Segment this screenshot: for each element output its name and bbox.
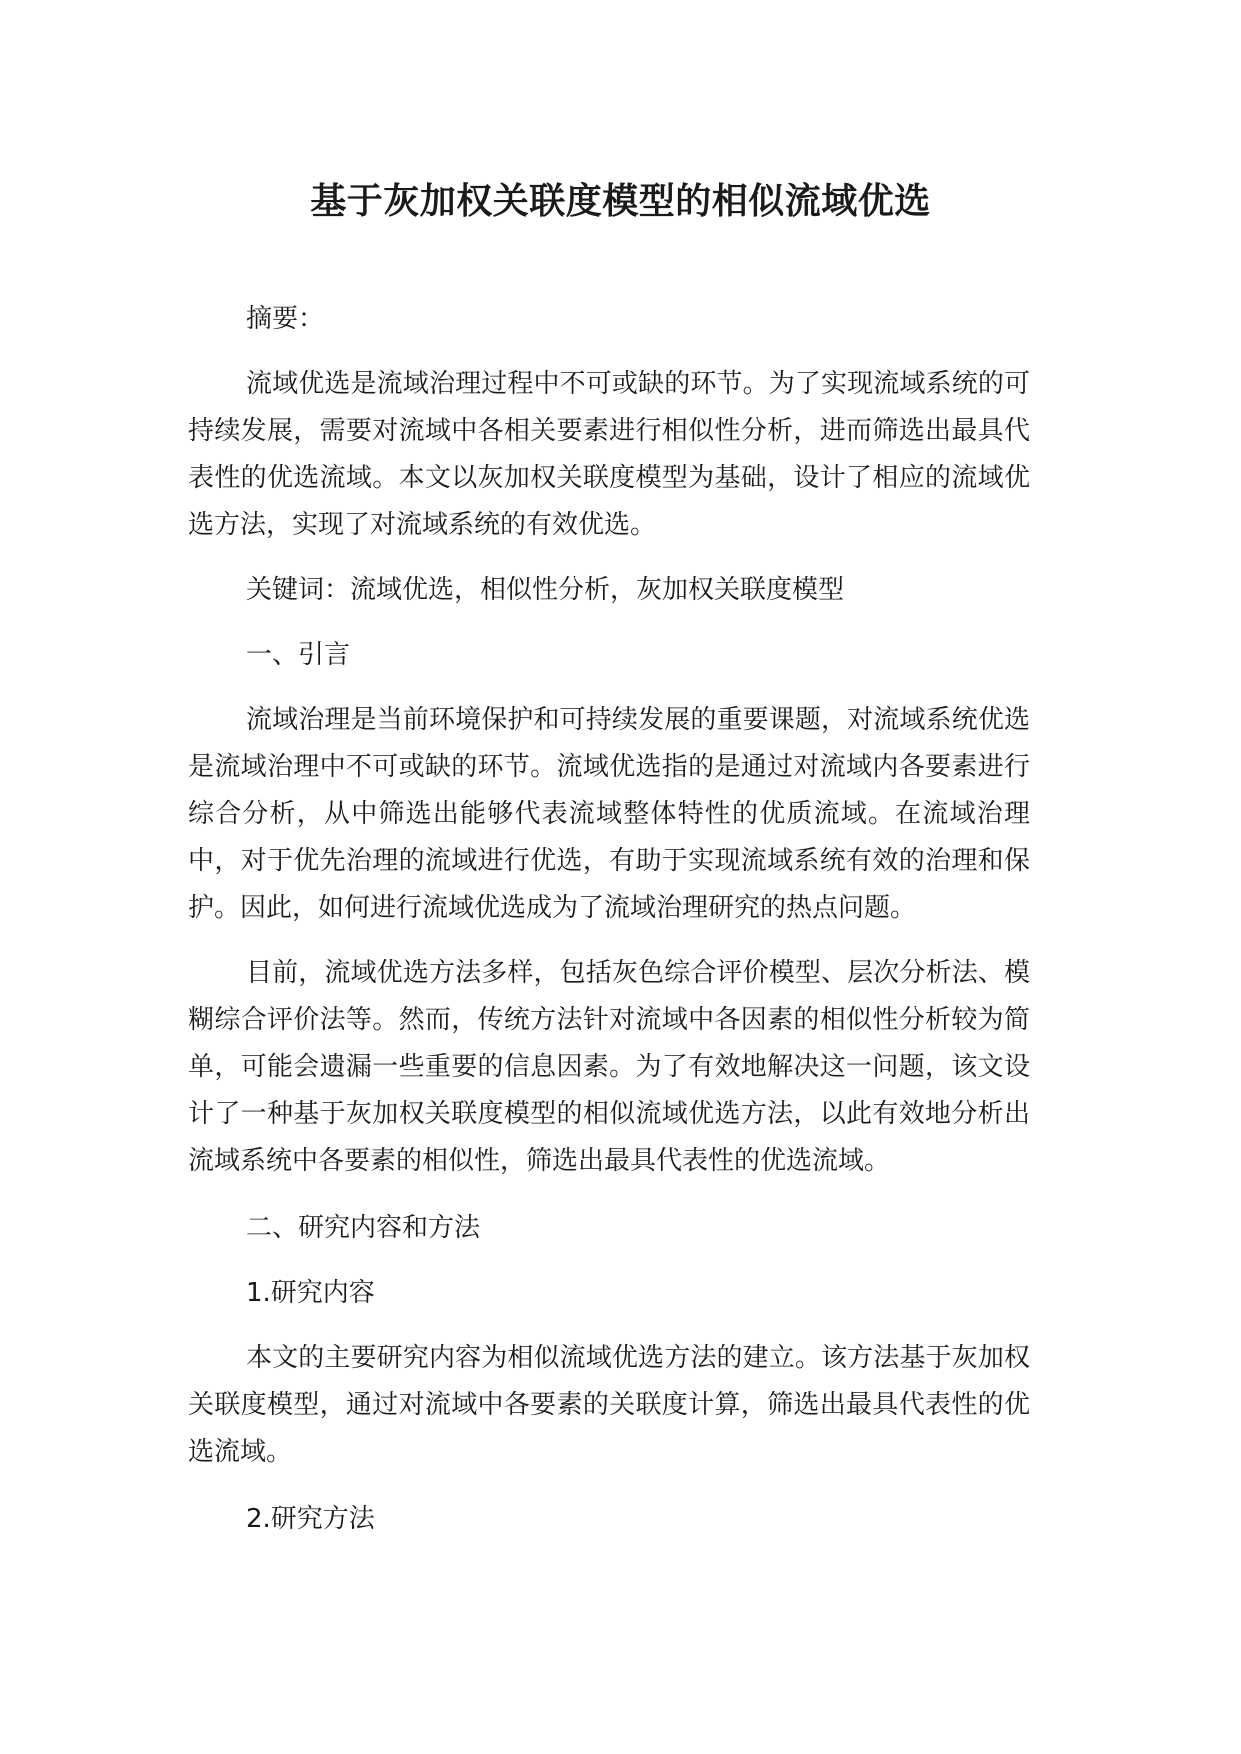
keywords: 关键词：流域优选，相似性分析，灰加权关联度模型 (246, 575, 845, 605)
subsection-heading-content: 1.研究内容 (246, 1278, 375, 1308)
section-heading-research: 二、研究内容和方法 (246, 1213, 481, 1243)
document-body (188, 296, 1030, 1561)
abstract-text: 流域优选是流域治理过程中不可或缺的环节。为了实现流域系统的可持续发展，需要对流域中各相关要素进行相似性分析，进而筛选出最具代表性的优选流域。本文以灰加权关联度模型为基础，设计了相应的流域优选方法，实现了对流域系统的有效优选。 (188, 369, 1030, 540)
research-content-paragraph: 本文的主要研究内容为相似流域优选方法的建立。该方法基于灰加权关联度模型，通过对流域中各要素的关联度计算，筛选出最具代表性的优选流域。 (188, 1343, 1030, 1467)
introduction-paragraph-1: 流域治理是当前环境保护和可持续发展的重要课题，对流域系统优选是流域治理中不可或缺的环节。流域优选指的是通过对流域内各要素进行综合分析，从中筛选出能够代表流域整体特性的优质流域。在流域治理中，对于优先治理的流域进行优选，有助于实现流域系统有效的治理和保护。因此，如何进行流域优选成为了流域治理研究的热点问题。 (188, 705, 1030, 923)
introduction-paragraph-2: 目前，流域优选方法多样，包括灰色综合评价模型、层次分析法、模糊综合评价法等。然而，传统方法针对流域中各因素的相似性分析较为简单，可能会遗漏一些重要的信息因素。为了有效地解决这一问题，该文设计了一种基于灰加权关联度模型的相似流域优选方法，以此有效地分析出流域系统中各要素的相似性，筛选出最具代表性的优选流域。 (188, 958, 1030, 1176)
subsection-heading-method: 2.研究方法 (246, 1504, 375, 1534)
abstract-label: 摘要： (246, 304, 325, 334)
document-title: 基于灰加权关联度模型的相似流域优选 (310, 181, 931, 222)
section-heading-introduction: 一、引言 (246, 640, 351, 670)
